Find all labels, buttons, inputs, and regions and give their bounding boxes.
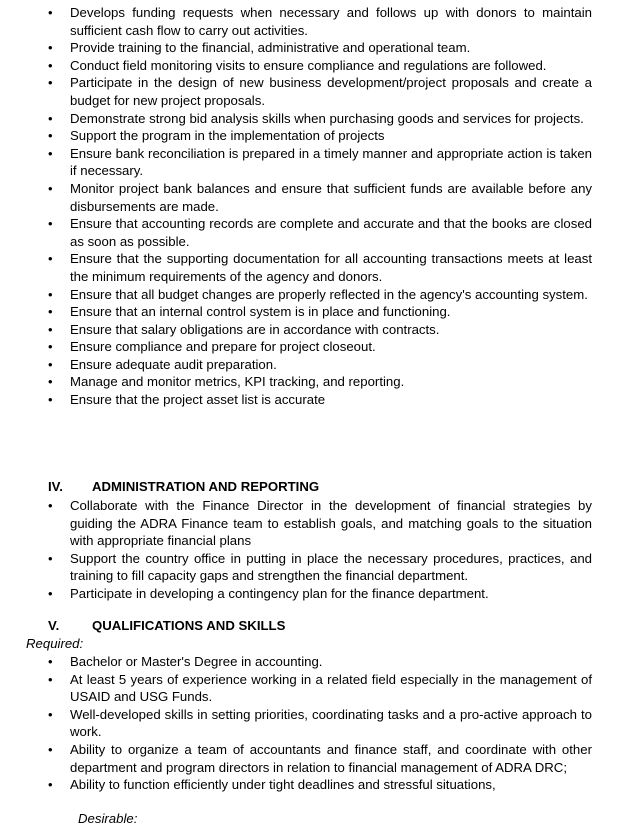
section-heading-administration [0, 478, 620, 496]
list-item: • Conduct field monitoring visits to ensure compliance and regulations are followed. [70, 57, 592, 75]
administration-list [0, 497, 592, 603]
list-item: • Ensure that all budget changes are properly reflected in the agency's accounting system. [70, 286, 592, 304]
section-number: V. [48, 618, 60, 633]
list-item: • Ensure that salary obligations are in accordance with contracts. [70, 321, 592, 339]
list-item: • Ensure that the project asset list is accurate [70, 391, 592, 409]
section-number: IV. [48, 479, 63, 494]
list-item: • Support the program in the implementation of projects [70, 127, 592, 145]
list-item: • Develops funding requests when necessary and follows up with donors to maintain sufficient cash flow to carry out activities. [70, 4, 592, 39]
section-title: QUALIFICATIONS AND SKILLS [92, 618, 286, 633]
responsibilities-list [0, 4, 592, 409]
list-item: • Ensure that the supporting documentation for all accounting transactions meets at least the minimum requirements of the agency and donors. [70, 250, 592, 285]
list-item: • Manage and monitor metrics, KPI tracking, and reporting. [70, 373, 592, 391]
list-item: • Ensure compliance and prepare for project closeout. [70, 338, 592, 356]
list-item: • Bachelor or Master's Degree in accounting. [70, 653, 592, 671]
desirable-label: Desirable: [78, 811, 138, 826]
list-item: • Well-developed skills in setting priorities, coordinating tasks and a pro-active approach to work. [70, 706, 592, 741]
list-item: • Ability to function efficiently under tight deadlines and stressful situations, [70, 776, 592, 794]
list-item: • Monitor project bank balances and ensure that sufficient funds are available before any disbursements are made. [70, 180, 592, 215]
list-item: • Ensure that an internal control system is in place and functioning. [70, 303, 592, 321]
required-label: Required: [26, 636, 84, 651]
list-item: • Ensure bank reconciliation is prepared in a timely manner and appropriate action is taken if necessary. [70, 145, 592, 180]
list-item: • Demonstrate strong bid analysis skills when purchasing goods and services for projects. [70, 110, 592, 128]
list-item: • Participate in the design of new business development/project proposals and create a budget for new project proposals. [70, 74, 592, 109]
section-title: ADMINISTRATION AND REPORTING [92, 479, 320, 494]
list-item: • Support the country office in putting in place the necessary procedures, practices, and training to fill capacity gaps and strengthen the financial department. [70, 550, 592, 585]
required-list [0, 653, 592, 794]
list-item: • Provide training to the financial, administrative and operational team. [70, 39, 592, 57]
list-item: • Ensure that accounting records are complete and accurate and that the books are closed as soon as possible. [70, 215, 592, 250]
list-item: • Ability to organize a team of accountants and finance staff, and coordinate with other department and program directors in relation to financial management of ADRA DRC; [70, 741, 592, 776]
section-heading-qualifications [0, 617, 620, 635]
list-item: • At least 5 years of experience working in a related field especially in the management of USAID and USG Funds. [70, 671, 592, 706]
list-item: • Ensure adequate audit preparation. [70, 356, 592, 374]
list-item: • Collaborate with the Finance Director in the development of financial strategies by guiding the ADRA Finance team to establish goals, and matching goals to the situation with appropriate financial plans [70, 497, 592, 550]
list-item: • Participate in developing a contingency plan for the finance department. [70, 585, 592, 603]
